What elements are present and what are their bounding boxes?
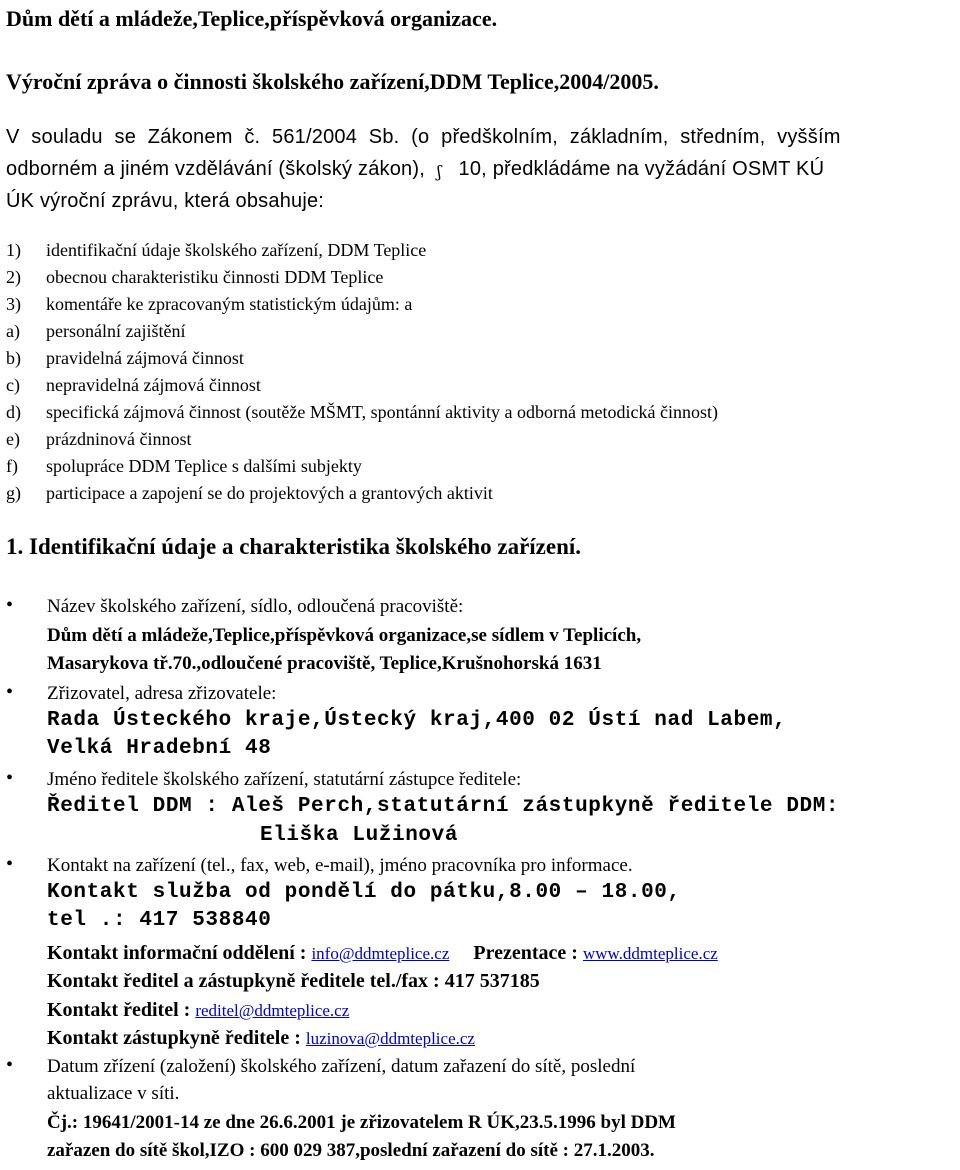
list-item-text: identifikační údaje školského zařízení, DDM Teplice bbox=[46, 240, 427, 260]
info-contact-label: Kontakt informační oddělení : bbox=[47, 942, 307, 964]
list-item-number: f) bbox=[6, 456, 18, 476]
website-link[interactable]: www.ddmteplice.cz bbox=[582, 944, 718, 963]
founder-label: Zřizovatel, adresa zřizovatele: bbox=[47, 683, 277, 704]
list-item-text: obecnou charakteristiku činnosti DDM Teplice bbox=[46, 267, 384, 287]
deputy-contact-row bbox=[47, 1027, 475, 1050]
section-title: 1. Identifikační údaje a charakteristika školského zařízení. bbox=[6, 534, 582, 559]
list-item-text: nepravidelná zájmová činnost bbox=[46, 375, 261, 395]
list-item bbox=[6, 456, 718, 483]
founder-line-2: Velká Hradební 48 bbox=[47, 737, 272, 760]
list-item-number: d) bbox=[6, 402, 21, 422]
deputy-email-link[interactable]: luzinova@ddmteplice.cz bbox=[305, 1029, 475, 1048]
report-heading: Výroční zpráva o činnosti školského zařízení,DDM Teplice,2004/2005. bbox=[6, 69, 659, 94]
list-item-number: 1) bbox=[6, 240, 21, 260]
school-name-label: Název školského zařízení, sídlo, odloučená pracoviště: bbox=[47, 596, 464, 617]
contact-label: Kontakt na zařízení (tel., fax, web, e-mail), jméno pracovníka pro informace. bbox=[47, 855, 633, 876]
founder-line-1: Rada Ústeckého kraje,Ústecký kraj,400 02 Ústí nad Labem, bbox=[47, 709, 787, 732]
list-item bbox=[6, 321, 718, 348]
deputy-contact-label: Kontakt zástupkyně ředitele : bbox=[47, 1027, 301, 1049]
bullet-icon: • bbox=[6, 853, 14, 875]
intro-line-3: ÚK výroční zprávu, která obsahuje: bbox=[6, 190, 325, 212]
info-email-link[interactable]: info@ddmteplice.cz bbox=[311, 944, 450, 963]
contents-list bbox=[6, 240, 718, 510]
svg-text:ʃ: ʃ bbox=[436, 161, 442, 181]
list-item bbox=[6, 429, 718, 456]
contact-line-1: Kontakt služba od pondělí do pátku,8.00 – 18.00, bbox=[47, 881, 681, 904]
bullet-icon: • bbox=[6, 681, 14, 703]
director-email-link[interactable]: reditel@ddmteplice.cz bbox=[195, 1001, 350, 1020]
list-item bbox=[6, 240, 718, 267]
list-item-number: g) bbox=[6, 483, 21, 503]
paragraph-sign bbox=[435, 160, 449, 180]
list-item bbox=[6, 348, 718, 375]
list-item-number: b) bbox=[6, 348, 21, 368]
intro-line-2-text: odborném a jiném vzdělávání (školský zákon), bbox=[6, 158, 425, 180]
bullet-icon: • bbox=[6, 1054, 14, 1076]
intro-line-2-rest: 10, předkládáme na vyžádání OSMT KÚ bbox=[458, 158, 825, 180]
contact-line-2: tel .: 417 538840 bbox=[47, 909, 272, 932]
info-contact-row bbox=[47, 942, 718, 965]
list-item-number: c) bbox=[6, 375, 20, 395]
director-line-2: Eliška Lužinová bbox=[260, 824, 459, 847]
list-item-text: komentáře ke zpracovaným statistickým údajům: a bbox=[46, 294, 413, 314]
list-item-text: prázdninová činnost bbox=[46, 429, 192, 449]
bullet-icon: • bbox=[6, 594, 14, 616]
org-heading: Dům dětí a mládeže,Teplice,příspěvková organizace. bbox=[6, 6, 498, 31]
director-label: Jméno ředitele školského zařízení, statutární zástupce ředitele: bbox=[47, 769, 522, 790]
fax-line: Kontakt ředitel a zástupkyně ředitele tel./fax : 417 537185 bbox=[47, 970, 540, 992]
list-item-text: specifická zájmová činnost (soutěže MŠMT, spontánní aktivity a odborná metodická činnost) bbox=[46, 402, 718, 422]
list-item-number: a) bbox=[6, 321, 20, 341]
director-contact-row bbox=[47, 999, 349, 1022]
school-name-line-1: Dům dětí a mládeže,Teplice,příspěvková organizace,se sídlem v Teplicích, bbox=[47, 625, 642, 646]
director-line-1: Ředitel DDM : Aleš Perch,statutární zástupkyně ředitele DDM: bbox=[47, 795, 840, 818]
founding-line-1: Čj.: 19641/2001-14 ze dne 26.6.2001 je zřizovatelem R ÚK,23.5.1996 byl DDM bbox=[47, 1112, 676, 1133]
director-contact-label: Kontakt ředitel : bbox=[47, 999, 191, 1021]
founding-label-1: Datum zřízení (založení) školského zařízení, datum zařazení do sítě, poslední bbox=[47, 1056, 636, 1077]
bullet-icon: • bbox=[6, 767, 14, 789]
list-item bbox=[6, 483, 718, 510]
list-item-number: e) bbox=[6, 429, 20, 449]
list-item-text: participace a zapojení se do projektových a grantových aktivit bbox=[46, 483, 493, 503]
intro-line-1: V souladu se Zákonem č. 561/2004 Sb. (o předškolním, základním, středním, vyšším bbox=[6, 126, 841, 148]
list-item bbox=[6, 402, 718, 429]
school-name-line-2: Masarykova tř.70.,odloučené pracoviště, Teplice,Krušnohorská 1631 bbox=[47, 653, 602, 674]
list-item-number: 3) bbox=[6, 294, 21, 314]
list-item-number: 2) bbox=[6, 267, 21, 287]
list-item bbox=[6, 294, 718, 321]
list-item-text: spolupráce DDM Teplice s dalšími subjekty bbox=[46, 456, 362, 476]
list-item-text: personální zajištění bbox=[46, 321, 186, 341]
presentation-label: Prezentace : bbox=[473, 942, 578, 964]
founding-line-2: zařazen do sítě škol,IZO : 600 029 387,poslední zařazení do sítě : 27.1.2003. bbox=[47, 1140, 655, 1161]
list-item bbox=[6, 267, 718, 294]
intro-line-2 bbox=[6, 158, 824, 181]
founding-label-2: aktualizace v síti. bbox=[47, 1083, 180, 1104]
list-item-text: pravidelná zájmová činnost bbox=[46, 348, 244, 368]
list-item bbox=[6, 375, 718, 402]
